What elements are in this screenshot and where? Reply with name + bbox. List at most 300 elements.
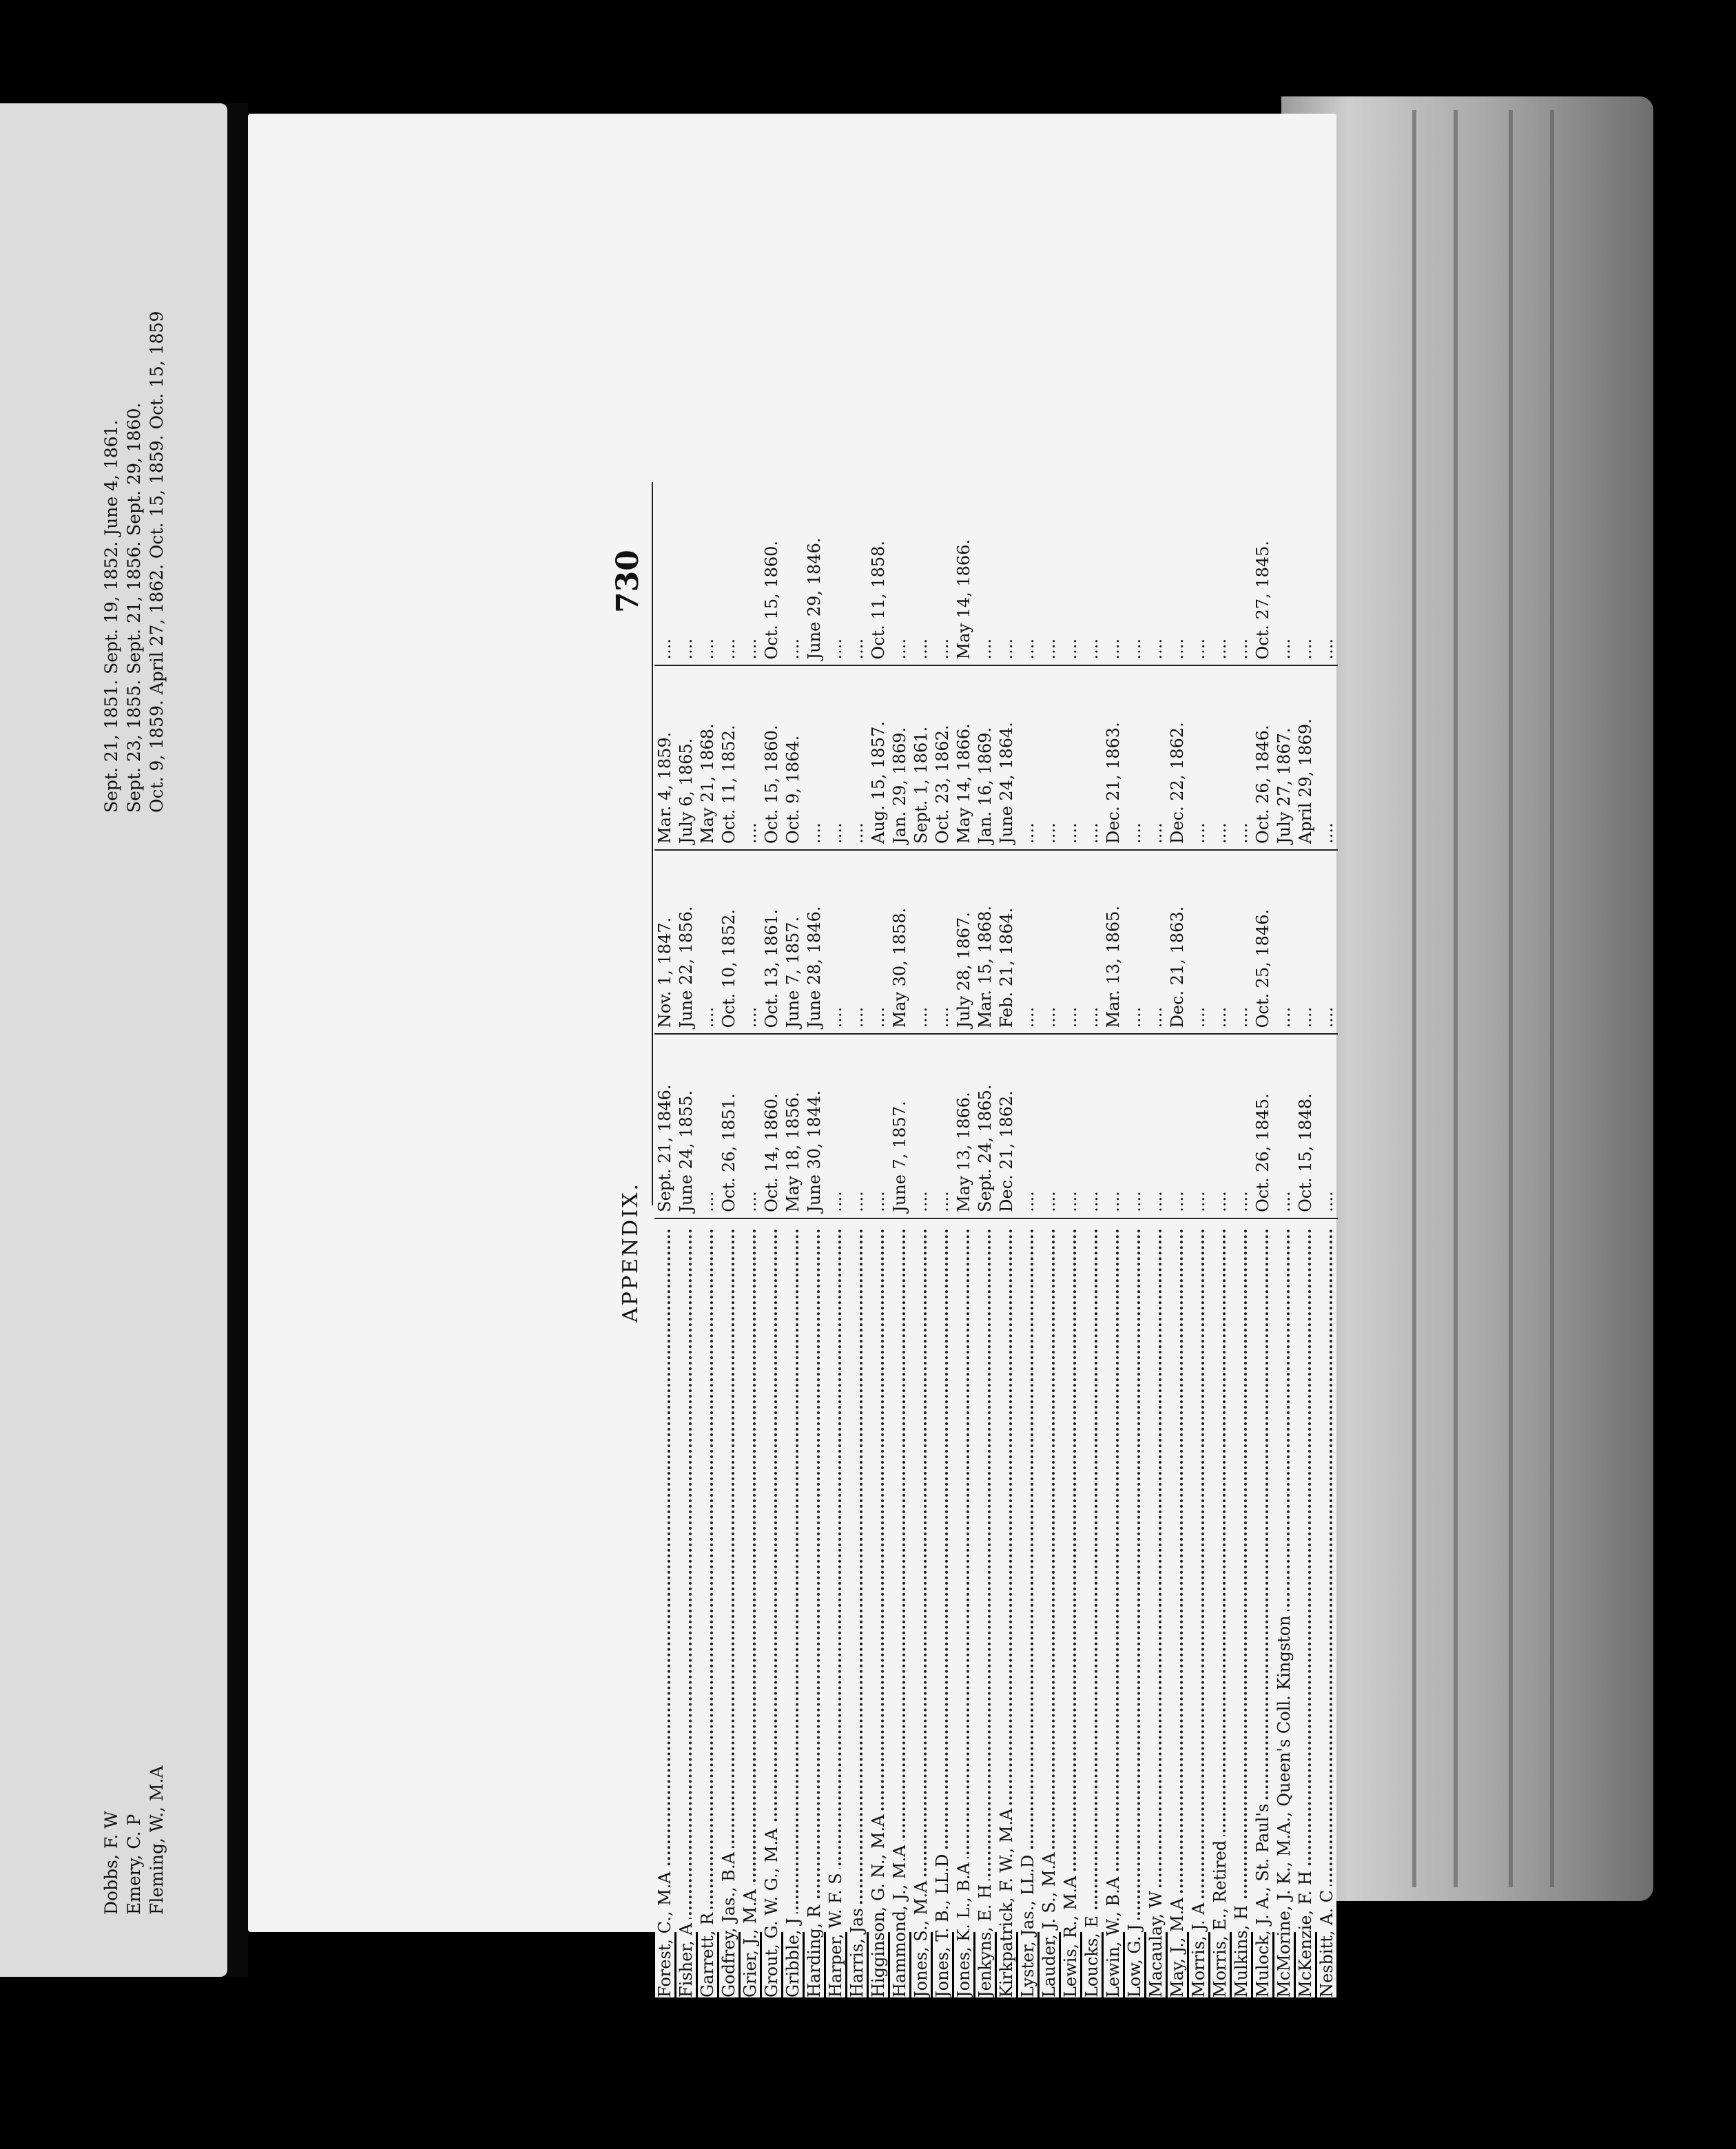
person-name: Harper, W. F. S (826, 1869, 845, 1997)
date-text: Oct. 11, 1858. (869, 540, 888, 660)
date-text: Oct. 15, 1860. (762, 540, 781, 660)
date-cell-c1 (1039, 1035, 1060, 1218)
person-name: Forest, C., M.A (655, 1867, 674, 1997)
name-cell (889, 1219, 911, 1997)
left-date-row: Sept. 23, 1855. Sept. 21, 1856. Sept. 29, 1860. (124, 402, 144, 813)
page-edge-line (1509, 110, 1513, 1887)
name-cell (804, 1219, 825, 1997)
date-cell-c2 (1146, 851, 1167, 1035)
date-text: .... (741, 822, 760, 844)
date-cell-c2 (783, 851, 804, 1035)
date-text: .... (826, 822, 845, 844)
book-page (248, 114, 1336, 1997)
date-text: .... (1189, 822, 1208, 844)
date-cell-c3 (1017, 666, 1039, 850)
table-row (996, 482, 1017, 1997)
date-text: July 6, 1865. (676, 738, 696, 844)
left-page-rotated-content (0, 152, 196, 1942)
person-name: Fisher, A (676, 1919, 696, 1997)
person-name: Harris, Jas (847, 1904, 867, 1997)
date-cell-c1 (719, 1035, 740, 1218)
date-cell-c3 (1167, 666, 1188, 850)
date-text: June 7, 1857. (890, 1101, 909, 1212)
date-text: .... (1189, 1191, 1208, 1212)
date-text: .... (1018, 1006, 1037, 1028)
date-text: .... (698, 638, 717, 660)
date-text: Mar. 4, 1859. (655, 731, 674, 844)
page-number: 730 (610, 550, 645, 613)
person-name: Lewis, R., M.A (1061, 1872, 1080, 1997)
date-cell-c4 (761, 482, 783, 666)
leader-dots (710, 1229, 713, 1997)
date-cell-c1 (1316, 1035, 1338, 1218)
date-cell-c4 (783, 482, 804, 666)
date-text: June 28, 1846. (805, 906, 824, 1028)
date-text: .... (1232, 638, 1251, 660)
date-text: .... (1296, 638, 1315, 660)
person-name: Lauder, J. S., M.A (1040, 1849, 1059, 1997)
name-cell (1316, 1219, 1338, 1997)
date-cell-c4 (1316, 482, 1338, 666)
leader-dots (1095, 1229, 1097, 1997)
date-text: Jan. 29, 1869. (890, 727, 909, 844)
date-cell-c2 (868, 851, 889, 1035)
name-cell (868, 1219, 889, 1997)
date-cell-c1 (825, 1035, 847, 1218)
date-text: Aug. 15, 1857. (869, 721, 888, 844)
date-cell-c2 (1167, 851, 1188, 1035)
date-text: July 27, 1867. (1274, 727, 1294, 844)
date-cell-c1 (783, 1035, 804, 1218)
date-text: Oct. 26, 1845. (1253, 1093, 1272, 1212)
date-cell-c4 (868, 482, 889, 666)
name-cell (783, 1219, 804, 1997)
date-text: May 30, 1858. (890, 907, 909, 1028)
date-cell-c4 (1188, 482, 1210, 666)
date-text: Sept. 21, 1846. (655, 1084, 674, 1212)
left-name: Fleming, W., M.A (147, 1765, 167, 1915)
date-text: .... (1061, 822, 1080, 844)
date-cell-c2 (1017, 851, 1039, 1035)
person-name: Loucks, E (1082, 1911, 1102, 1997)
table-row (932, 482, 953, 1997)
date-cell-c1 (761, 1035, 783, 1218)
date-text: .... (847, 1191, 867, 1212)
name-cell (654, 1219, 676, 1997)
date-text: .... (1296, 1006, 1315, 1028)
date-cell-c2 (1316, 851, 1338, 1035)
date-text: Nov. 1, 1847. (655, 917, 674, 1028)
date-cell-c4 (1167, 482, 1188, 666)
date-cell-c4 (1082, 482, 1103, 666)
date-text: June 7, 1857. (783, 916, 803, 1028)
date-text: .... (1082, 822, 1102, 844)
date-text: Dec. 21, 1863. (1168, 906, 1187, 1028)
date-text: .... (826, 638, 845, 660)
date-text: July 28, 1867. (954, 911, 973, 1028)
date-text: June 30, 1844. (805, 1090, 824, 1212)
name-cell (1146, 1219, 1167, 1997)
date-text: .... (1061, 1191, 1080, 1212)
date-text: .... (1146, 822, 1166, 844)
date-text: .... (1146, 1006, 1166, 1028)
left-date-row: Sept. 21, 1851. Sept. 19, 1852. June 4, 1861. (101, 419, 121, 813)
name-cell (847, 1219, 868, 1997)
left-date-row: Oct. 9, 1859. April 27, 1862. Oct. 15, 1859. Oct. 15, 1859 (147, 311, 167, 813)
person-name: Kirkpatrick, F. W., M.A (997, 1805, 1016, 1997)
date-cell-c1 (1082, 1035, 1103, 1218)
date-cell-c1 (1124, 1035, 1146, 1218)
person-name: Grout, G. W. G., M.A (762, 1825, 781, 1998)
date-text: .... (933, 1006, 952, 1028)
date-text: .... (805, 822, 824, 844)
date-cell-c4 (1252, 482, 1274, 666)
left-facing-page (0, 103, 227, 1977)
date-text: .... (1168, 638, 1187, 660)
table-row (911, 482, 932, 1997)
date-cell-c4 (676, 482, 697, 666)
date-text: Dec. 22, 1862. (1168, 722, 1187, 844)
date-text: .... (1061, 638, 1080, 660)
leader-dots (1180, 1229, 1183, 1997)
date-text: .... (1040, 822, 1059, 844)
date-text: .... (1232, 1006, 1251, 1028)
date-cell-c2 (1188, 851, 1210, 1035)
date-cell-c3 (1210, 666, 1231, 850)
date-text: Dec. 21, 1863. (1104, 722, 1123, 844)
date-cell-c2 (911, 851, 932, 1035)
date-text: .... (1317, 822, 1336, 844)
date-cell-c4 (1274, 482, 1295, 666)
name-cell (1039, 1219, 1060, 1997)
date-cell-c4 (1103, 482, 1124, 666)
date-cell-c3 (783, 666, 804, 850)
date-text: .... (719, 638, 738, 660)
person-name: May, J., M.A (1168, 1893, 1187, 1997)
name-cell (1188, 1219, 1210, 1997)
date-text: .... (1082, 638, 1102, 660)
name-cell (740, 1219, 761, 1997)
date-text: .... (1040, 1006, 1059, 1028)
date-cell-c4 (1231, 482, 1252, 666)
date-text: Dec. 21, 1862. (997, 1090, 1016, 1212)
name-cell (1295, 1219, 1316, 1997)
date-text: .... (1274, 638, 1294, 660)
date-cell-c1 (1103, 1035, 1124, 1218)
date-text: May 13, 1866. (954, 1092, 973, 1212)
date-cell-c4 (740, 482, 761, 666)
date-cell-c3 (719, 666, 740, 850)
date-text: Oct. 25, 1846. (1253, 909, 1272, 1028)
date-text: .... (1146, 638, 1166, 660)
date-cell-c2 (1274, 851, 1295, 1035)
date-text: Oct. 14, 1860. (762, 1093, 781, 1212)
date-text: .... (869, 1006, 888, 1028)
table-row (1103, 482, 1124, 1997)
date-cell-c1 (1188, 1035, 1210, 1218)
person-name: Hammond, J., M.A (890, 1841, 909, 1997)
date-cell-c4 (1295, 482, 1316, 666)
date-cell-c4 (889, 482, 911, 666)
table-row (1017, 482, 1039, 1997)
table-row (676, 482, 697, 1997)
date-cell-c4 (975, 482, 996, 666)
date-cell-c1 (804, 1035, 825, 1218)
date-text: .... (847, 822, 867, 844)
date-cell-c1 (1146, 1035, 1167, 1218)
date-cell-c2 (1103, 851, 1124, 1035)
date-text: May 18, 1856. (783, 1092, 803, 1212)
name-cell (1103, 1219, 1124, 1997)
date-cell-c3 (654, 666, 676, 850)
person-name: Jones, T. B., LL.D (933, 1850, 952, 1997)
date-cell-c1 (1295, 1035, 1316, 1218)
leader-dots (1244, 1229, 1247, 1997)
date-text: .... (869, 1191, 888, 1212)
date-text: Oct. 11, 1852. (719, 725, 738, 844)
leader-dots (1137, 1229, 1140, 1997)
date-text: Oct. 15, 1860. (762, 725, 781, 844)
date-text: .... (1146, 1191, 1166, 1212)
date-cell-c3 (1146, 666, 1167, 850)
date-cell-c3 (847, 666, 868, 850)
date-text: .... (1232, 1191, 1251, 1212)
book-gutter (227, 103, 248, 1977)
date-text: .... (911, 1191, 931, 1212)
leader-dots (1159, 1229, 1161, 1997)
date-text: Oct. 13, 1861. (762, 909, 781, 1028)
date-cell-c1 (953, 1035, 975, 1218)
person-name: Jenkyns, E. H (975, 1880, 995, 1997)
name-cell (761, 1219, 783, 1997)
date-cell-c3 (1231, 666, 1252, 850)
name-cell (676, 1219, 697, 1997)
person-name: Garrett, R (698, 1909, 717, 1997)
person-name: Higginson, G. N., M.A (869, 1811, 888, 1997)
date-text: June 24, 1855. (676, 1090, 696, 1212)
date-cell-c4 (847, 482, 868, 666)
date-text: .... (1082, 1006, 1102, 1028)
date-cell-c1 (1252, 1035, 1274, 1218)
name-cell (719, 1219, 740, 1997)
table-row (1060, 482, 1082, 1997)
date-text: .... (1018, 822, 1037, 844)
date-text: Oct. 9, 1864. (783, 735, 803, 844)
date-cell-c4 (911, 482, 932, 666)
table-row (1274, 482, 1295, 1997)
date-cell-c1 (868, 1035, 889, 1218)
date-cell-c1 (911, 1035, 932, 1218)
date-text: .... (997, 638, 1016, 660)
name-cell (996, 1219, 1017, 1997)
running-head: APPENDIX. (619, 1182, 643, 1322)
date-cell-c2 (654, 851, 676, 1035)
name-cell (911, 1219, 932, 1997)
date-text: .... (933, 1191, 952, 1212)
date-text: .... (1125, 1006, 1144, 1028)
date-text: Oct. 27, 1845. (1253, 540, 1272, 660)
date-cell-c4 (1146, 482, 1167, 666)
date-cell-c3 (953, 666, 975, 850)
table-row (804, 482, 825, 1997)
table-row (1039, 482, 1060, 1997)
date-cell-c2 (804, 851, 825, 1035)
date-text: .... (741, 638, 760, 660)
date-text: May 14, 1866. (954, 539, 973, 660)
person-name: Morris, E., Retired (1210, 1836, 1230, 1997)
date-text: June 29, 1846. (805, 537, 824, 660)
date-text: .... (1061, 1006, 1080, 1028)
table-row (740, 482, 761, 1997)
date-cell-c3 (697, 666, 719, 850)
leader-dots (860, 1229, 862, 1997)
date-cell-c4 (1124, 482, 1146, 666)
date-cell-c4 (654, 482, 676, 666)
date-text: .... (1317, 1191, 1336, 1212)
date-text: .... (911, 1006, 931, 1028)
table-row (1146, 482, 1167, 1997)
date-text: Jan. 16, 1869. (975, 727, 995, 844)
table-row (1188, 482, 1210, 1997)
date-cell-c3 (932, 666, 953, 850)
date-cell-c1 (847, 1035, 868, 1218)
date-cell-c4 (1060, 482, 1082, 666)
left-page-names (100, 1102, 168, 1915)
date-cell-c4 (1017, 482, 1039, 666)
date-text: .... (1040, 1191, 1059, 1212)
date-cell-c3 (1103, 666, 1124, 850)
date-cell-c3 (676, 666, 697, 850)
date-text: June 24, 1864. (997, 722, 1016, 844)
date-text: Oct. 15, 1848. (1296, 1093, 1315, 1212)
table-row (654, 482, 676, 1997)
date-text: .... (1125, 822, 1144, 844)
date-text: .... (1274, 1006, 1294, 1028)
date-cell-c3 (1295, 666, 1316, 850)
name-cell (1124, 1219, 1146, 1997)
date-cell-c1 (1167, 1035, 1188, 1218)
table-row (1082, 482, 1103, 1997)
date-text: .... (698, 1191, 717, 1212)
date-text: .... (911, 638, 931, 660)
date-text: .... (1210, 1006, 1230, 1028)
leader-dots (796, 1229, 798, 1997)
date-cell-c2 (740, 851, 761, 1035)
table-row (1210, 482, 1231, 1997)
date-cell-c3 (868, 666, 889, 850)
date-text: .... (1104, 1191, 1123, 1212)
name-cell (1060, 1219, 1082, 1997)
date-text: .... (847, 638, 867, 660)
date-text: June 22, 1856. (676, 906, 696, 1028)
date-cell-c2 (825, 851, 847, 1035)
date-text: .... (655, 638, 674, 660)
date-cell-c1 (1210, 1035, 1231, 1218)
person-name: Gribble, J (783, 1913, 803, 1997)
date-cell-c3 (1188, 666, 1210, 850)
person-name: Godfrey, Jas., B.A (719, 1848, 738, 1997)
person-name: Low, G. J (1125, 1920, 1144, 1997)
date-text: .... (1018, 638, 1037, 660)
date-text: .... (1125, 1191, 1144, 1212)
date-text: .... (741, 1191, 760, 1212)
table-row (847, 482, 868, 1997)
date-cell-c3 (889, 666, 911, 850)
name-cell (1167, 1219, 1188, 1997)
date-text: .... (1317, 638, 1336, 660)
date-cell-c1 (975, 1035, 996, 1218)
name-cell (1210, 1219, 1231, 1997)
date-text: .... (847, 1006, 867, 1028)
date-cell-c2 (953, 851, 975, 1035)
date-cell-c2 (1060, 851, 1082, 1035)
leader-dots (1330, 1229, 1332, 1997)
date-cell-c3 (740, 666, 761, 850)
table-row (761, 482, 783, 1997)
date-cell-c4 (719, 482, 740, 666)
date-text: .... (1082, 1191, 1102, 1212)
leader-dots (689, 1229, 692, 1997)
left-name: Emery, C. P (124, 1814, 144, 1915)
date-text: Mar. 15, 1868. (975, 905, 995, 1028)
date-text: .... (1018, 1191, 1037, 1212)
name-cell (1231, 1219, 1252, 1997)
page-rotated-content (606, 482, 1467, 1997)
date-text: .... (1232, 822, 1251, 844)
date-text: .... (1274, 1191, 1294, 1212)
name-cell (932, 1219, 953, 1997)
date-cell-c4 (932, 482, 953, 666)
date-cell-c1 (654, 1035, 676, 1218)
date-text: .... (741, 1006, 760, 1028)
date-cell-c4 (996, 482, 1017, 666)
date-cell-c2 (1231, 851, 1252, 1035)
table-row (1316, 482, 1338, 1997)
date-cell-c3 (996, 666, 1017, 850)
date-text: Mar. 13, 1865. (1104, 905, 1123, 1028)
date-text: May 21, 1868. (698, 723, 717, 844)
name-cell (975, 1219, 996, 1997)
date-cell-c4 (1210, 482, 1231, 666)
name-cell (697, 1219, 719, 1997)
date-cell-c1 (1017, 1035, 1039, 1218)
date-cell-c3 (825, 666, 847, 850)
date-text: Sept. 1, 1861. (911, 726, 931, 844)
date-text: .... (1189, 1006, 1208, 1028)
table-row (889, 482, 911, 1997)
person-name: Lewin, W., B.A (1104, 1873, 1123, 1997)
date-cell-c1 (889, 1035, 911, 1218)
date-cell-c3 (975, 666, 996, 850)
leader-dots (1201, 1229, 1204, 1997)
person-name: Macaulay, W (1146, 1887, 1166, 1997)
name-cell (1274, 1219, 1295, 1997)
date-text: April 29, 1869. (1296, 718, 1315, 844)
date-cell-c3 (804, 666, 825, 850)
register-table (654, 482, 1338, 1997)
date-cell-c3 (1124, 666, 1146, 850)
person-name: Morris, J. A (1189, 1898, 1208, 1997)
date-cell-c3 (911, 666, 932, 850)
date-cell-c2 (932, 851, 953, 1035)
date-text: Oct. 26, 1851. (719, 1093, 738, 1212)
table-row (783, 482, 804, 1997)
date-cell-c3 (1060, 666, 1082, 850)
date-cell-c4 (953, 482, 975, 666)
date-cell-c3 (1082, 666, 1103, 850)
date-cell-c2 (1082, 851, 1103, 1035)
date-cell-c2 (1210, 851, 1231, 1035)
